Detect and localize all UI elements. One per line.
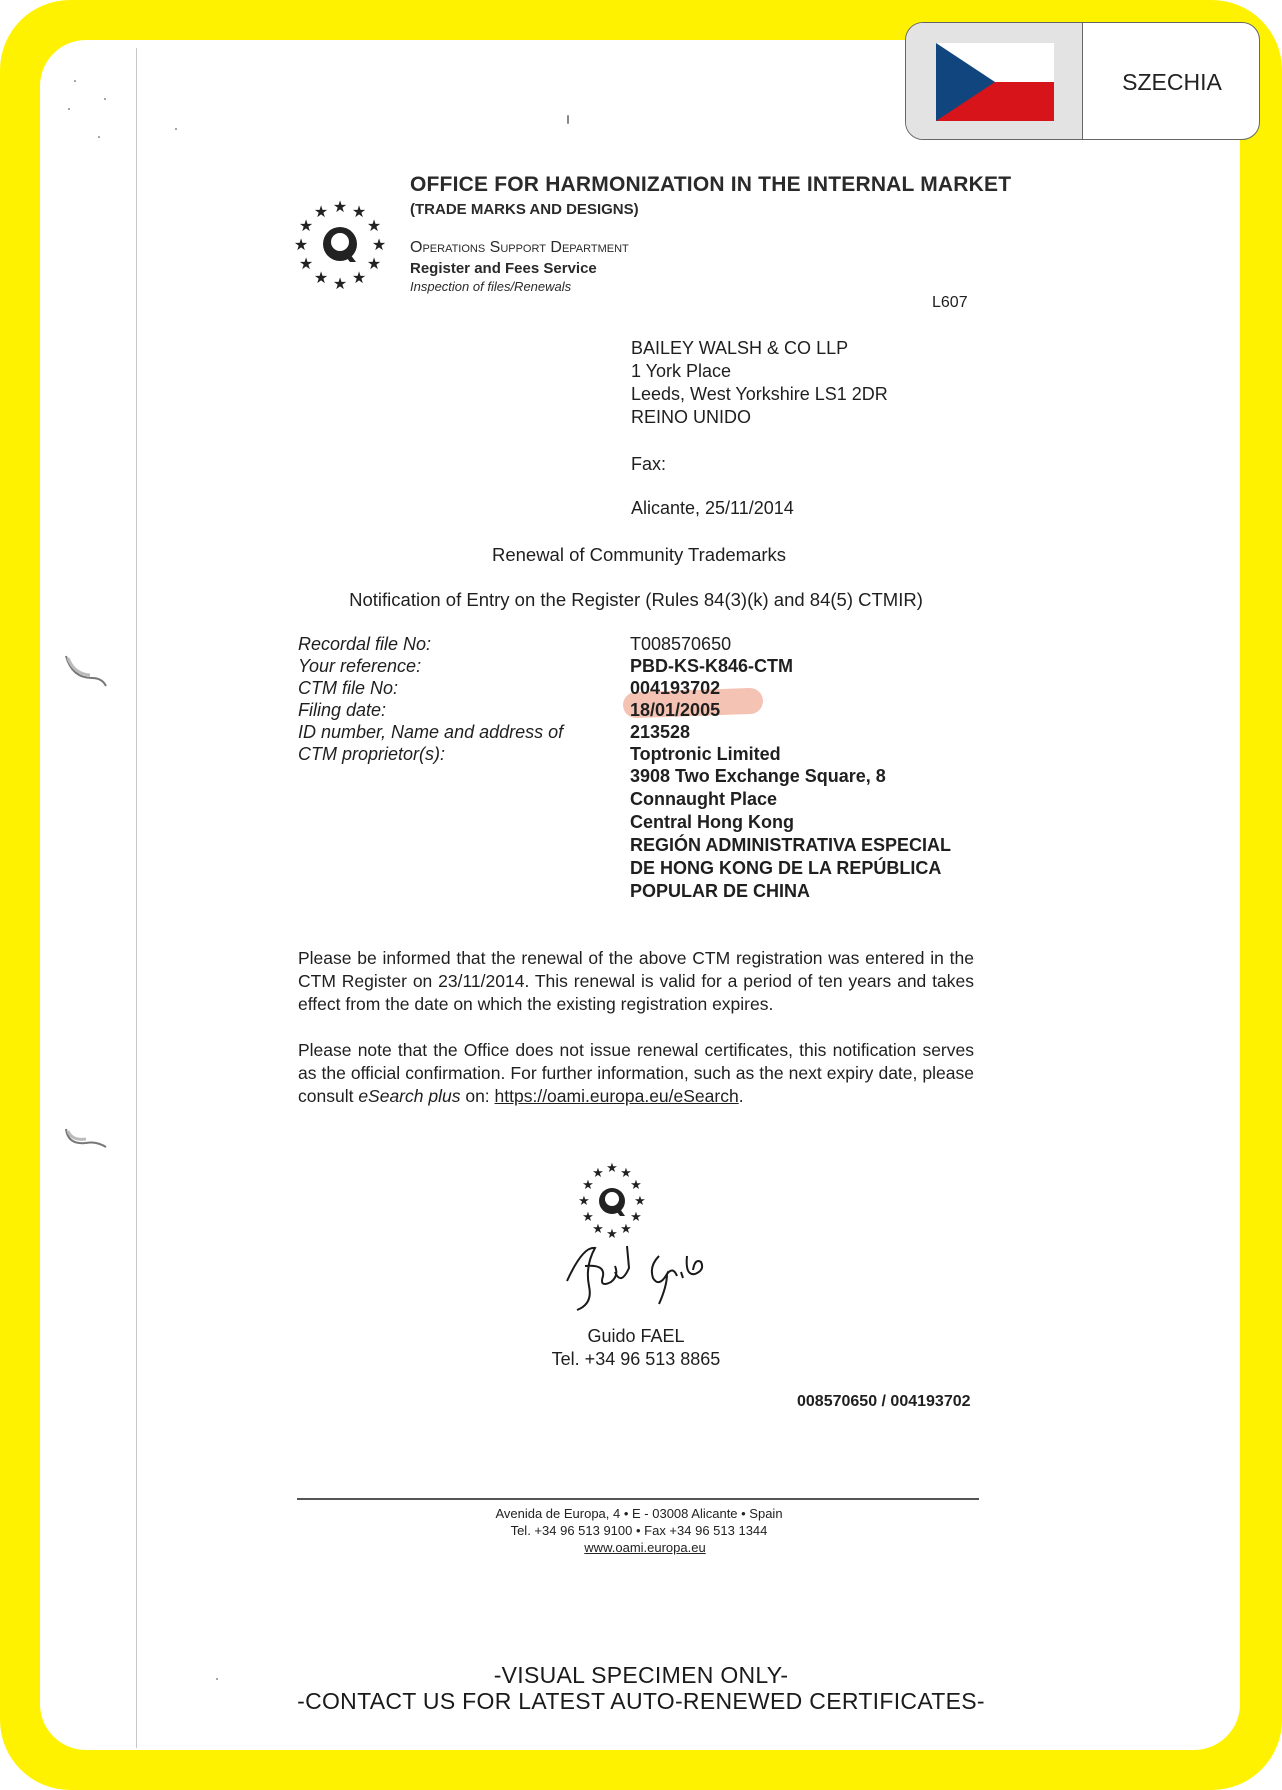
unit: Inspection of files/Renewals — [410, 279, 572, 294]
country-name: SZECHIA — [1122, 68, 1222, 95]
svg-text:★: ★ — [332, 198, 348, 216]
esearch-link[interactable]: https://oami.europa.eu/eSearch — [494, 1086, 739, 1106]
paragraph-notice-text: Please note that the Office does not issue renewal certificates, this notification serves as the official confirmation. For further information, such as the next expiry date, please consult — [298, 1040, 974, 1106]
detail-value: 3908 Two Exchange Square, 8 — [630, 766, 886, 786]
svg-text:★: ★ — [313, 268, 329, 287]
detail-value: Central Hong Kong — [630, 812, 794, 832]
detail-value: DE HONG KONG DE LA REPÚBLICA — [630, 858, 942, 878]
signature-icon — [555, 1226, 725, 1316]
speck — [175, 128, 177, 130]
paragraph-end-text: . — [738, 1086, 744, 1106]
speck — [68, 108, 70, 110]
detail-label: Filing date: — [298, 700, 387, 720]
detail-label: CTM file No: — [298, 678, 399, 698]
document-reference: 008570650 / 004193702 — [797, 1393, 971, 1410]
czech-flag-icon — [936, 43, 1054, 121]
svg-text:★: ★ — [366, 254, 382, 273]
punch-hole-icon — [62, 1125, 108, 1171]
subject-subtitle: Notification of Entry on the Register (Rules 84(3)(k) and 84(5) CTMIR) — [349, 589, 923, 610]
detail-value: REGIÓN ADMINISTRATIVA ESPECIAL — [630, 835, 952, 855]
svg-text:★: ★ — [578, 1194, 590, 1209]
addressee-line: 1 York Place — [631, 361, 732, 381]
svg-text:★: ★ — [606, 1227, 618, 1242]
svg-text:★: ★ — [630, 1178, 642, 1193]
footer-address: Avenida de Europa, 4 • E - 03008 Alicante • Spain — [495, 1506, 783, 1521]
svg-text:★: ★ — [293, 235, 309, 254]
office-title: OFFICE FOR HARMONIZATION IN THE INTERNAL MARKET — [410, 173, 1012, 196]
detail-value: T008570650 — [630, 634, 732, 654]
margin-line — [136, 48, 137, 1748]
detail-label: CTM proprietor(s): — [298, 744, 446, 764]
service: Register and Fees Service — [410, 260, 597, 277]
svg-text:★: ★ — [620, 1222, 632, 1237]
speck — [74, 80, 76, 82]
detail-value: Toptronic Limited — [630, 744, 781, 764]
svg-text:★: ★ — [351, 268, 367, 287]
flag-cell — [906, 23, 1083, 140]
svg-text:★: ★ — [606, 1161, 618, 1176]
detail-value: 18/01/2005 — [630, 700, 721, 720]
svg-text:★: ★ — [332, 274, 348, 293]
svg-text:★: ★ — [298, 216, 314, 235]
detail-label: Your reference: — [298, 656, 422, 676]
place-date: Alicante, 25/11/2014 — [631, 498, 794, 518]
svg-text:★: ★ — [630, 1210, 642, 1225]
letter-code: L607 — [932, 294, 968, 311]
footer-phones: Tel. +34 96 513 9100 • Fax +34 96 513 1344 — [510, 1523, 768, 1538]
addressee-line: BAILEY WALSH & CO LLP — [631, 338, 849, 358]
footer-website[interactable]: www.oami.europa.eu — [584, 1540, 706, 1555]
svg-text:★: ★ — [582, 1178, 594, 1193]
speck — [104, 98, 106, 100]
paragraph-notice — [298, 1039, 974, 1108]
ohim-logo-icon — [292, 198, 388, 294]
paragraph-renewal: Please be informed that the renewal of the above CTM registration was entered in the CTM Register on 23/11/2014. This renewal is valid for a period of ten years and takes effect from the date on which the existing registration expires. — [298, 948, 974, 1014]
office-subtitle: (TRADE MARKS AND DESIGNS) — [410, 201, 639, 218]
svg-text:★: ★ — [371, 235, 387, 254]
svg-text:★: ★ — [298, 254, 314, 273]
detail-value: 004193702 — [630, 678, 721, 698]
subject-title: Renewal of Community Trademarks — [491, 544, 787, 565]
detail-label: Recordal file No: — [298, 634, 432, 654]
speck — [567, 115, 569, 124]
detail-value: 213528 — [630, 722, 691, 742]
svg-text:★: ★ — [620, 1166, 632, 1181]
addressee-line: REINO UNIDO — [631, 407, 752, 427]
country-badge — [905, 22, 1260, 140]
department: Operations Support Department — [410, 239, 629, 256]
detail-value: POPULAR DE CHINA — [630, 881, 811, 901]
speck — [98, 136, 100, 138]
specimen-notice-line1: -VISUAL SPECIMEN ONLY- — [493, 1662, 789, 1688]
svg-text:★: ★ — [582, 1210, 594, 1225]
signatory-tel: Tel. +34 96 513 8865 — [551, 1349, 721, 1369]
signatory-name: Guido FAEL — [587, 1326, 685, 1346]
svg-text:★: ★ — [313, 202, 329, 221]
svg-text:★: ★ — [592, 1166, 604, 1181]
detail-value: PBD-KS-K846-CTM — [630, 656, 794, 676]
svg-text:★: ★ — [634, 1194, 646, 1209]
fax-label: Fax: — [631, 454, 667, 474]
detail-label: ID number, Name and address of — [298, 722, 564, 742]
addressee-line: Leeds, West Yorkshire LS1 2DR — [631, 384, 888, 404]
detail-value: Connaught Place — [630, 789, 778, 809]
paragraph-on-text: on: — [460, 1086, 495, 1106]
punch-hole-icon — [62, 648, 108, 694]
svg-text:★: ★ — [592, 1222, 604, 1237]
svg-text:★: ★ — [351, 202, 367, 221]
specimen-notice-line2: -CONTACT US FOR LATEST AUTO-RENEWED CERTIFICATES- — [297, 1688, 985, 1714]
esearch-plus-text: eSearch plus — [358, 1086, 461, 1106]
svg-text:★: ★ — [366, 216, 382, 235]
footer-divider — [297, 1498, 979, 1500]
